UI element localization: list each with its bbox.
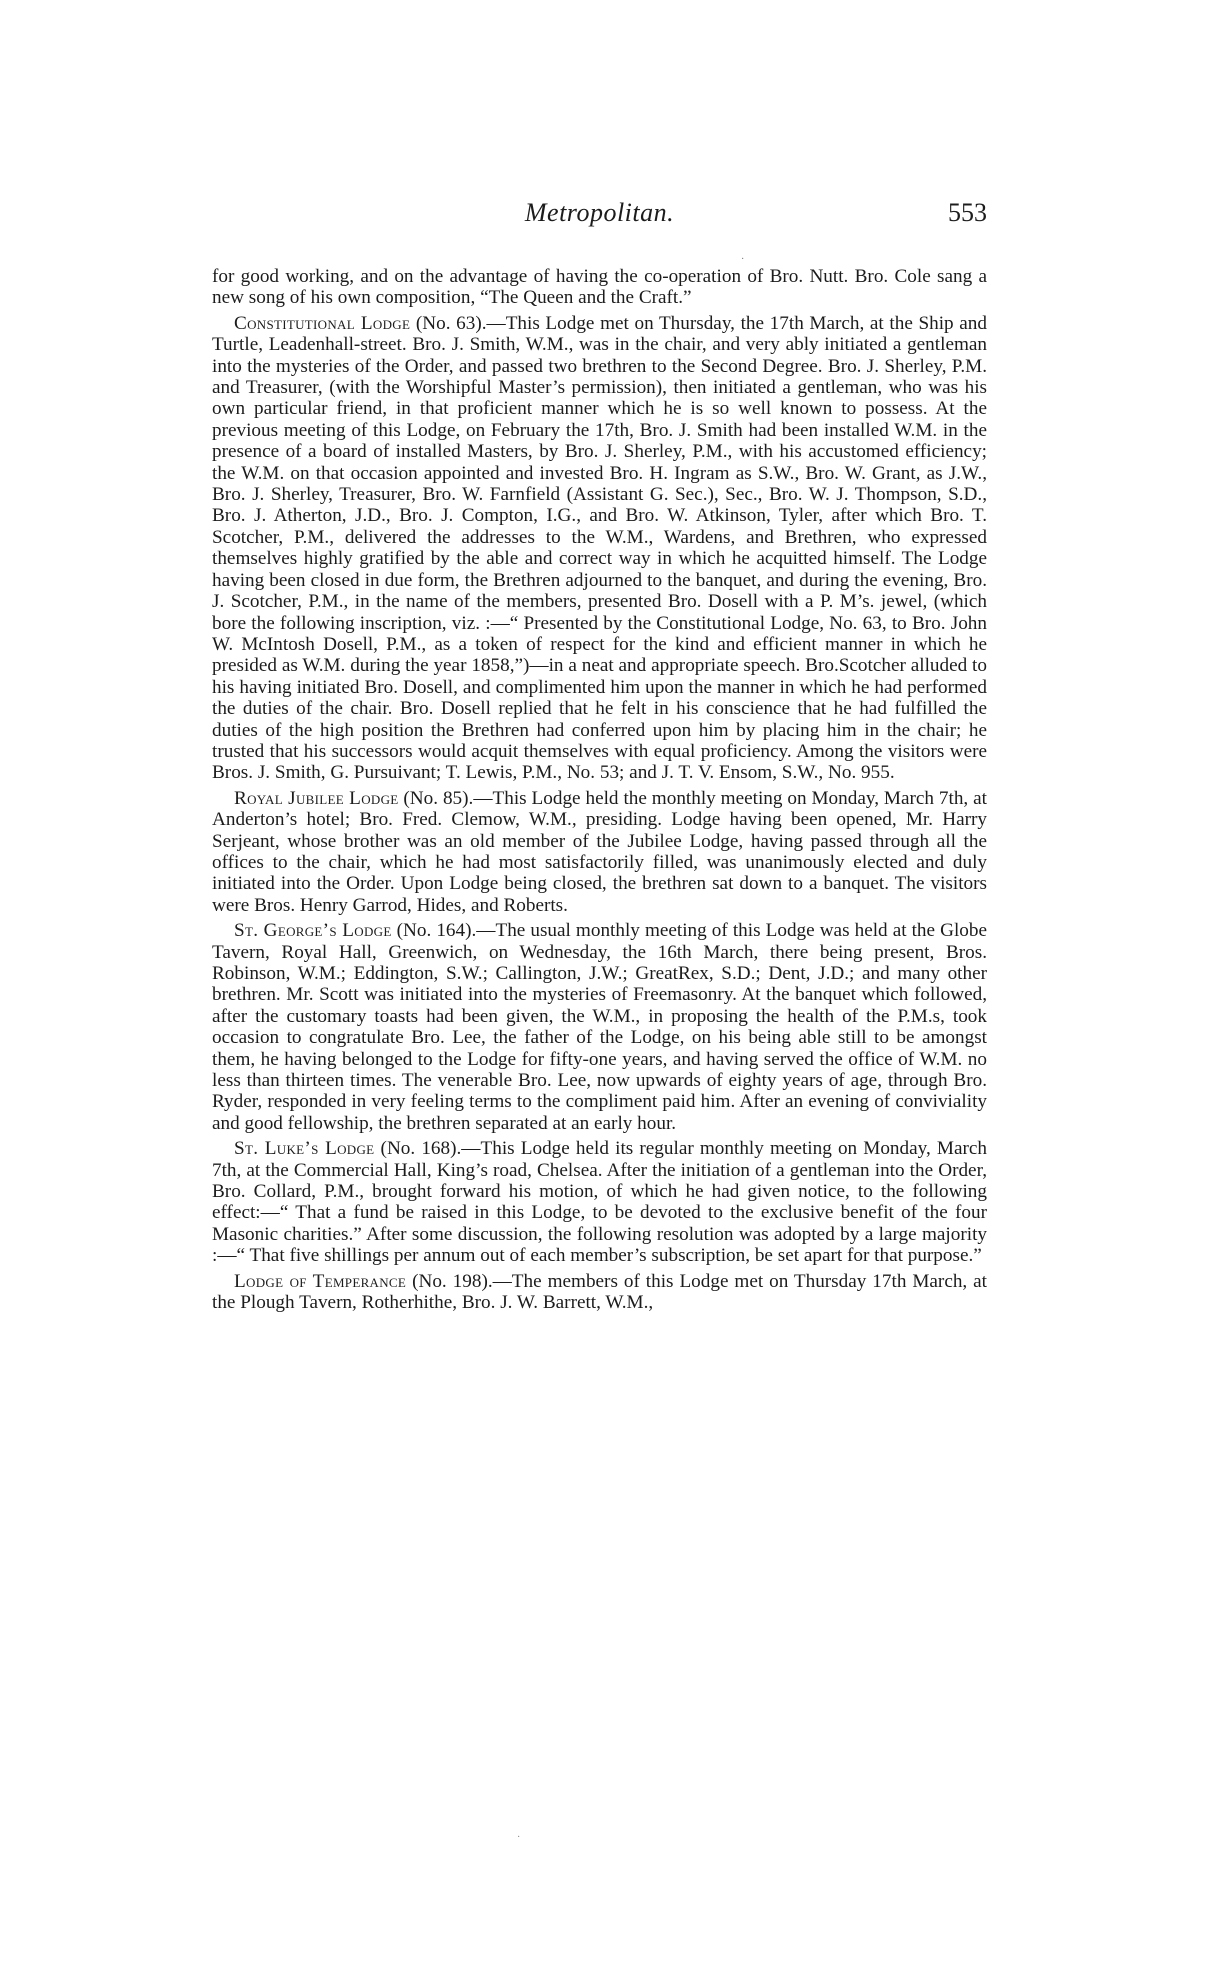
lodge-name: Royal Jubilee Lodge: [234, 787, 399, 809]
paragraph-text: (No. 168).—This Lodge held its regular monthly meeting on Monday, March 7th, at the Commercial Hall, King’s road, Chelsea. After the initiation of a gentleman into the Order, Bro. Collard, P.M., brought forward his motion, of which he had given notice, to the following effect:—“ That a fund be raised in this Lodge, to be devoted to the exclusive benefit of the four Masonic charities.” After some discussion, the following resolution was adopted by a large majority :—“ That five shillings per annum out of each member’s subscription, be set apart for that purpose.”: [212, 1138, 988, 1267]
lodge-name: St. George’s Lodge: [234, 920, 392, 942]
paragraph-continuation: [212, 266, 987, 309]
printer-dot: ·: [741, 254, 745, 265]
paragraph-text: (No. 85).—This Lodge held the monthly meeting on Monday, March 7th, at Anderton’s hotel; Bro. Fred. Clemow, W.M., presiding. Lodge having been opened, Mr. Harry Serjeant, whose brother was an old member of the Jubilee Lodge, having passed through all the offices to the chair, which he had most satisfactorily filled, was unanimously elected and duly initiated into the Order. Upon Lodge being closed, the brethren sat down to a banquet. The visitors were Bros. Henry Garrod, Hides, and Roberts.: [212, 787, 987, 916]
paragraph-constitutional-lodge: [212, 313, 987, 784]
printer-dot: ·: [517, 1832, 521, 1843]
paragraph-text: (No. 164).—The usual monthly meeting of this Lodge was held at the Globe Tavern, Royal Hall, Greenwich, on Wednesday, the 16th March, there being present, Bros. Robinson, W.M.; Eddington, S.W.; Callington, J.W.; GreatRex, S.D.; Dent, J.D.; and many other brethren. Mr. Scott was initiated into the mysteries of Freemasonry. At the banquet which followed, after the customary toasts had been given, the W.M., in proposing the health of the P.M.s, took occasion to congratulate Bro. Lee, the father of the Lodge, on his being able still to be amongst them, he having belonged to the Lodge for fifty-one years, and having served the office of W.M. no less than thirteen times. The venerable Bro. Lee, now upwards of eighty years of age, through Bro. Ryder, responded in very feeling terms to the compliment paid him. After an evening of conviviality and good fellowship, the brethren separated at an early hour.: [212, 920, 987, 1134]
lodge-name: St. Luke’s Lodge: [234, 1138, 375, 1160]
paragraph-royal-jubilee-lodge: [212, 788, 987, 916]
paragraph-text: for good working, and on the advantage of having the co-operation of Bro. Nutt. Bro. Cole sang a new song of his own composition, “The Queen and the Craft.”: [212, 266, 987, 309]
page-number: 553: [948, 198, 987, 227]
body-text: [212, 266, 987, 1318]
lodge-name: Constitutional Lodge: [234, 312, 411, 334]
running-title: Metropolitan.: [524, 198, 675, 227]
lodge-name: Lodge of Temperance: [234, 1270, 407, 1292]
paragraph-text: (No. 63).—This Lodge met on Thursday, the 17th March, at the Ship and Turtle, Leadenhall-street. Bro. J. Smith, W.M., was in the chair, and very ably initiated a gentleman into the mysteries of the Order, and passed two brethren to the Second Degree. Bro. J. Sherley, P.M. and Treasurer, (with the Worshipful Master’s permission), then initiated a gentleman, who was his own particular friend, in that proficient manner which he is so well known to possess. At the previous meeting of this Lodge, on February the 17th, Bro. J. Smith had been installed W.M. in the presence of a board of installed Masters, by Bro. J. Sherley, P.M., with his accustomed efficiency; the W.M. on that occasion appointed and invested Bro. H. Ingram as S.W., Bro. W. Grant, as J.W., Bro. J. Sherley, Treasurer, Bro. W. Farnfield (Assistant G. Sec.), Sec., Bro. W. J. Thompson, S.D., Bro. J. Atherton, J.D., Bro. J. Compton, I.G., and Bro. W. Atkinson, Tyler, after which Bro. T. Scotcher, P.M., delivered the addresses to the W.M., Wardens, and Brethren, who expressed themselves highly gratified by the able and correct way in which he acquitted himself. The Lodge having been closed in due form, the Brethren adjourned to the banquet, and during the evening, Bro. J. Scotcher, P.M., in the name of the members, presented Bro. Dosell with a P. M’s. jewel, (which bore the following inscription, viz. :—“ Presented by the Constitutional Lodge, No. 63, to Bro. John W. McIntosh Dosell, P.M., as a token of respect for the kind and efficient manner in which he presided as W.M. during the year 1858,”)—in a neat and appropriate speech. Bro.Scotcher alluded to his having initiated Bro. Dosell, and complimented him upon the manner in which he had performed the duties of the chair. Bro. Dosell replied that he felt in his conscience that he had fulfilled the duties of the high position the Brethren had conferred upon him by placing him in the chair; he trusted that his successors would acquit themselves with equal proficiency. Among the visitors were Bros. J. Smith, G. Pursuivant; T. Lewis, P.M., No. 53; and J. T. V. Ensom, S.W., No. 955.: [212, 312, 987, 784]
paragraph-st-lukes-lodge: [212, 1138, 987, 1266]
paragraph-st-georges-lodge: [212, 920, 987, 1134]
paragraph-text: (No. 198).—The members of this Lodge met on Thursday 17th March, at the Plough Tavern, Rotherhithe, Bro. J. W. Barrett, W.M.,: [212, 1270, 988, 1314]
paragraph-lodge-of-temperance: [212, 1271, 987, 1314]
running-head: [212, 198, 987, 238]
